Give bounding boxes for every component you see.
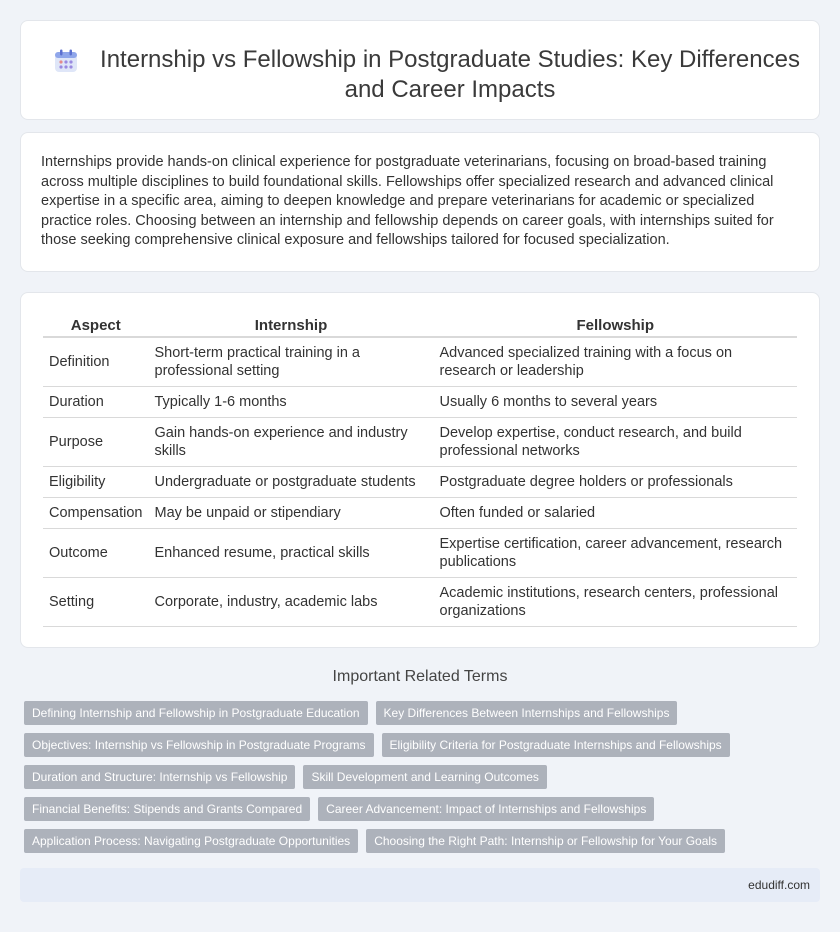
cell-aspect: Purpose [43, 418, 149, 467]
related-tag[interactable]: Skill Development and Learning Outcomes [303, 765, 546, 789]
footer-brand[interactable]: edudiff.com [748, 878, 810, 892]
cell-fellowship: Usually 6 months to several years [434, 387, 798, 418]
cell-fellowship: Expertise certification, career advancement, research publications [434, 529, 798, 578]
related-tag[interactable]: Choosing the Right Path: Internship or Fellowship for Your Goals [366, 829, 725, 853]
table-row [43, 529, 797, 578]
related-tag[interactable]: Career Advancement: Impact of Internships and Fellowships [318, 797, 654, 821]
cell-aspect: Eligibility [43, 467, 149, 498]
header-internship: Internship [149, 313, 434, 337]
related-tag[interactable]: Eligibility Criteria for Postgraduate Internships and Fellowships [382, 733, 730, 757]
table-row [43, 498, 797, 529]
comparison-table [43, 313, 797, 627]
table-row [43, 418, 797, 467]
cell-internship: Gain hands-on experience and industry skills [149, 418, 434, 467]
intro-card [20, 132, 820, 272]
cell-fellowship: Often funded or salaried [434, 498, 798, 529]
footer [20, 868, 820, 902]
cell-internship: Corporate, industry, academic labs [149, 578, 434, 627]
cell-aspect: Outcome [43, 529, 149, 578]
cell-aspect: Compensation [43, 498, 149, 529]
related-terms-title: Important Related Terms [332, 668, 508, 685]
cell-aspect: Definition [43, 337, 149, 387]
tag-row [24, 829, 824, 853]
cell-aspect: Duration [43, 387, 149, 418]
table-row [43, 337, 797, 387]
cell-internship: Enhanced resume, practical skills [149, 529, 434, 578]
table-header-row [43, 313, 797, 337]
tag-row [24, 765, 824, 789]
cell-internship: May be unpaid or stipendiary [149, 498, 434, 529]
cell-fellowship: Postgraduate degree holders or professionals [434, 467, 798, 498]
header-fellowship: Fellowship [434, 313, 798, 337]
related-tag[interactable]: Defining Internship and Fellowship in Postgraduate Education [24, 701, 368, 725]
cell-fellowship: Advanced specialized training with a focus on research or leadership [434, 337, 798, 387]
table-row [43, 578, 797, 627]
cell-aspect: Setting [43, 578, 149, 627]
related-tag[interactable]: Application Process: Navigating Postgraduate Opportunities [24, 829, 358, 853]
title-card [20, 20, 820, 120]
cell-fellowship: Develop expertise, conduct research, and build professional networks [434, 418, 798, 467]
related-tag[interactable]: Objectives: Internship vs Fellowship in Postgraduate Programs [24, 733, 374, 757]
cell-fellowship: Academic institutions, research centers, professional organizations [434, 578, 798, 627]
tag-row [24, 733, 824, 757]
related-tags [24, 701, 824, 861]
cell-internship: Typically 1-6 months [149, 387, 434, 418]
table-row [43, 467, 797, 498]
calendar-icon [53, 48, 79, 74]
cell-internship: Short-term practical training in a professional setting [149, 337, 434, 387]
tag-row [24, 797, 824, 821]
table-row [43, 387, 797, 418]
intro-paragraph: Internships provide hands-on clinical experience for postgraduate veterinarians, focusing on broad-based training across multiple disciplines to build foundational skills. Fellowships offer specialized research and advanced clinical expertise in a specific area, aiming to deepen knowledge and prepare veterinarians for academic or specialized practice roles. Choosing between an internship and fellowship depends on career goals, with internships suited for those seeking comprehensive clinical exposure and fellowships tailored for focused specialization. [41, 154, 774, 248]
related-tag[interactable]: Financial Benefits: Stipends and Grants Compared [24, 797, 310, 821]
cell-internship: Undergraduate or postgraduate students [149, 467, 434, 498]
tag-row [24, 701, 824, 725]
related-tag[interactable]: Duration and Structure: Internship vs Fellowship [24, 765, 295, 789]
comparison-card [20, 292, 820, 648]
related-tag[interactable]: Key Differences Between Internships and Fellowships [376, 701, 678, 725]
header-aspect: Aspect [43, 313, 149, 337]
page-title: Internship vs Fellowship in Postgraduate Studies: Key Differences and Career Impacts [100, 46, 800, 103]
